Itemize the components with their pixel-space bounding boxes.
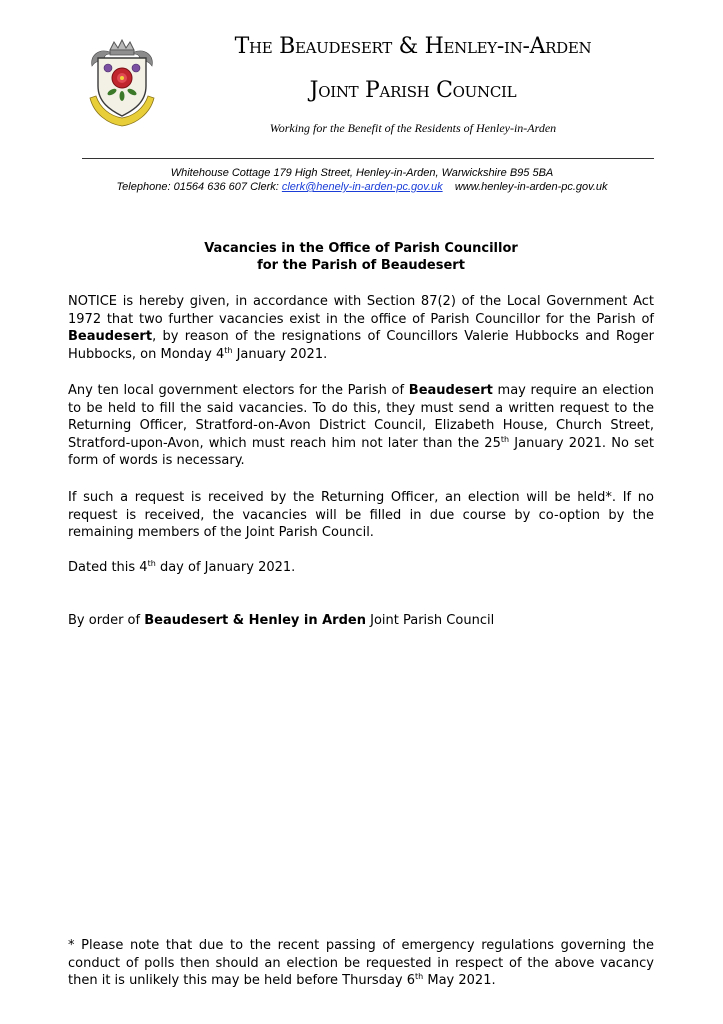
p2-ordinal: th [500, 434, 510, 444]
p1-text-b: , by reason of the resignations of Councillors Valerie Hubbocks and Roger Hubbocks, on Monday 4 [68, 329, 654, 362]
council-name-line1: The Beaudesert & Henley-in-Arden [234, 34, 592, 59]
date-text-b: day of January 2021. [155, 560, 296, 575]
footnote-text-a: * Please note that due to the recent passing of emergency regulations governing the conduct of polls then should an election be requested in respect of the above vacancy then it is unlikely this may be held before Thursday 6 [68, 938, 654, 988]
notice-footnote [68, 937, 654, 990]
clerk-label: Clerk: [250, 181, 279, 193]
p2-parish-name: Beaudesert [408, 383, 493, 398]
signoff-council-name: Beaudesert & Henley in Arden [144, 613, 366, 628]
notice-heading-line1: Vacancies in the Office of Parish Councillor [204, 241, 518, 256]
telephone-number: 01564 636 607 [173, 181, 247, 193]
p1-text-c: January 2021. [232, 346, 328, 362]
website-link[interactable]: www.henley-in-arden-pc.gov.uk [454, 181, 608, 193]
letterhead-divider [82, 158, 654, 159]
council-address: Whitehouse Cottage 179 High Street, Henley-in-Arden, Warwickshire B95 5BA [170, 167, 554, 179]
notice-heading-line2: for the Parish of Beaudesert [257, 258, 465, 273]
notice-heading [68, 240, 654, 274]
council-tagline: Working for the Benefit of the Residents of Henley-in-Arden [269, 121, 557, 135]
date-ordinal: th [147, 559, 156, 568]
p1-parish-name: Beaudesert [68, 329, 153, 344]
footnote-text-b: May 2021. [423, 973, 496, 988]
council-crest-logo [84, 38, 160, 128]
notice-signoff [68, 612, 654, 630]
crest-crown [110, 40, 134, 55]
p1-ordinal: th [224, 345, 233, 355]
footnote-ordinal: th [415, 972, 424, 981]
p2-text-c: January 2021. No set form of words is necessary. [68, 435, 654, 468]
telephone-label: Telephone: [116, 181, 171, 193]
notice-paragraph-electors [68, 382, 654, 470]
signoff-text-b: Joint Parish Council [365, 613, 495, 628]
council-name-line2: Joint Parish Council [309, 78, 517, 103]
p2-text-b: may require an election to be held to fill the said vacancies. To do this, they must send a written request to the Returning Officer, Stratford-on-Avon District Council, Elizabeth House, Church Street, Stratford-upon-Avon, which must reach him not later than the 25 [68, 383, 655, 451]
notice-date [68, 559, 654, 577]
notice-paragraph-election: If such a request is received by the Returning Officer, an election will be held*. If no request is received, the vacancies will be filled in due course by co-option by the remaining members of the Joint Parish Council. [68, 490, 654, 540]
crest-rose-icon [112, 68, 132, 88]
p1-text-a: NOTICE is hereby given, in accordance with Section 87(2) of the Local Government Act 1972 that two further vacancies exist in the office of Parish Councillor for the Parish of [68, 294, 654, 327]
signoff-text-a: By order of [68, 613, 145, 628]
p2-text-a: Any ten local government electors for the Parish of [68, 383, 409, 398]
notice-paragraph-vacancies [68, 293, 654, 363]
date-text-a: Dated this 4 [68, 560, 148, 575]
contact-line [60, 181, 664, 193]
clerk-email-link[interactable]: clerk@henely-in-arden-pc.gov.uk [281, 181, 443, 193]
